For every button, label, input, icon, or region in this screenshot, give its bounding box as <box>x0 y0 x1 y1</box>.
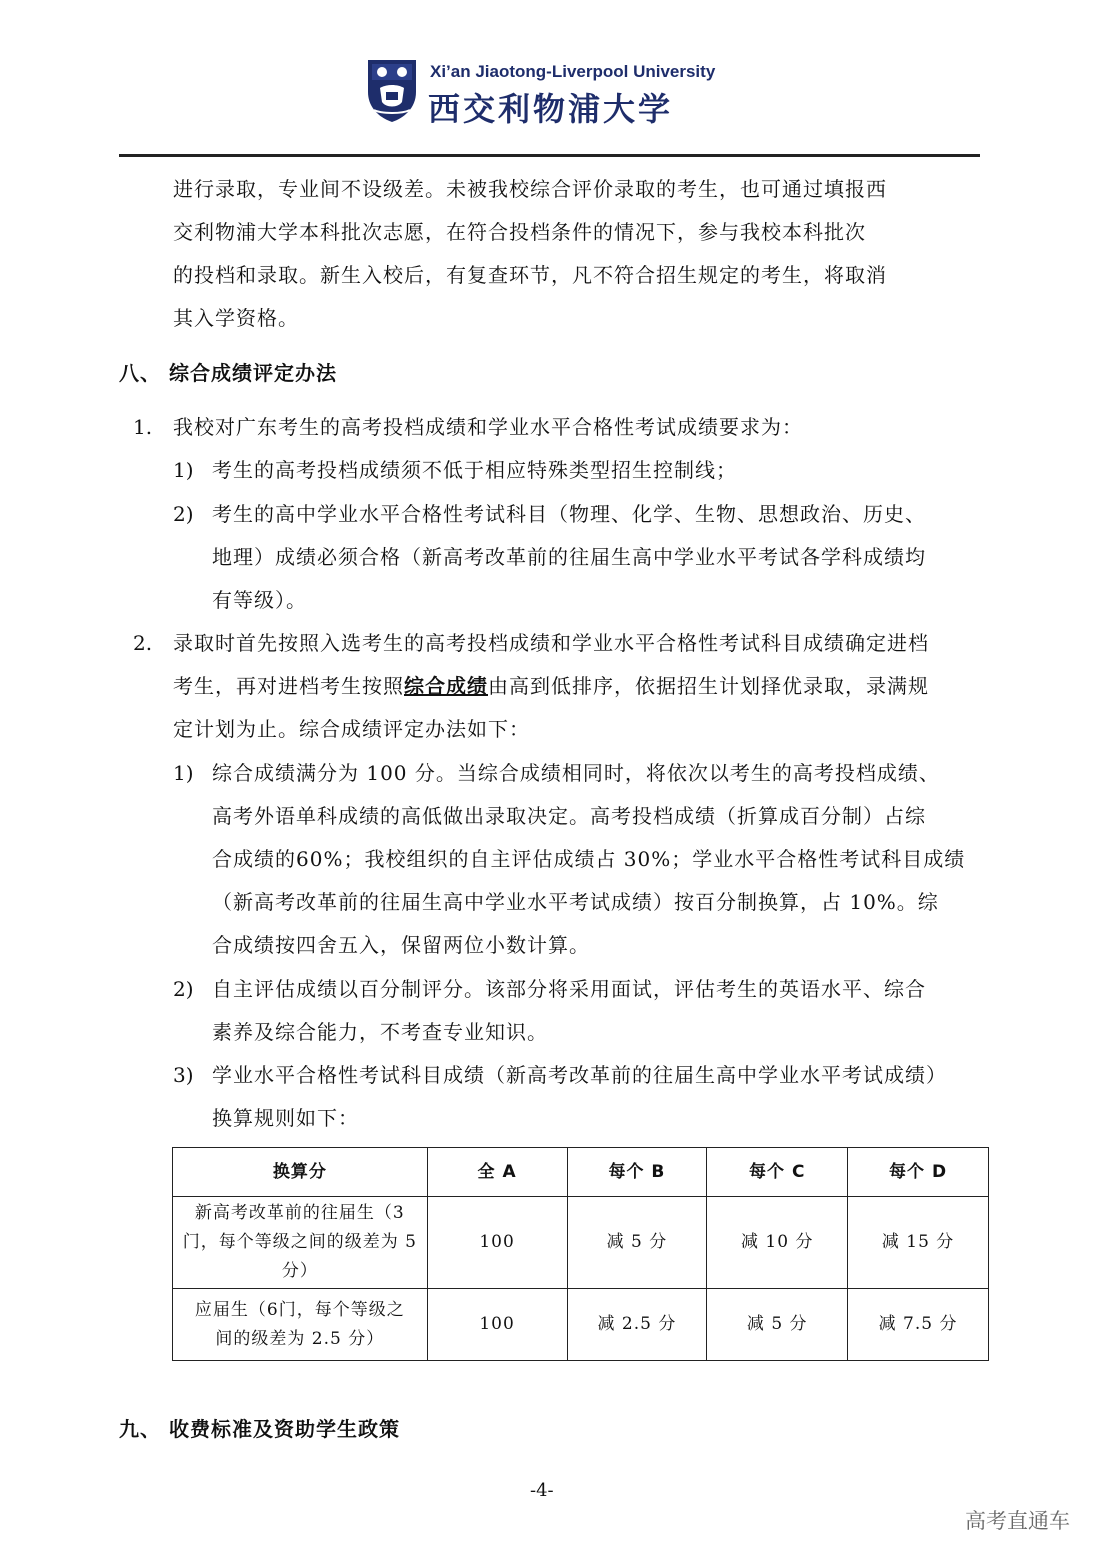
item-1-sub-2-line-1: 考生的高中学业水平合格性考试科目（物理、化学、生物、思想政治、历史、 <box>212 502 926 526</box>
section-8-title: 八、 综合成绩评定办法 <box>119 361 337 385</box>
table-cell: 减 10 分 <box>707 1197 848 1289</box>
section-9-title: 九、 收费标准及资助学生政策 <box>119 1417 400 1441</box>
table-cell: 减 15 分 <box>848 1197 989 1289</box>
table-cell: 减 5 分 <box>707 1289 848 1361</box>
intro-line-4: 其入学资格。 <box>173 306 299 330</box>
item-2-sub-3-line-1: 学业水平合格性考试科目成绩（新高考改革前的往届生高中学业水平考试成绩） <box>212 1063 947 1087</box>
item-2-sub-1-line-1: 综合成绩满分为 100 分。当综合成绩相同时，将依次以考生的高考投档成绩、 <box>212 761 940 785</box>
page-number: -4- <box>530 1480 554 1501</box>
item-2-line-2 <box>173 673 929 699</box>
item-1-sub-2-line-2: 地理）成绩必须合格（新高考改革前的往届生高中学业水平考试各学科成绩均 <box>212 545 926 569</box>
university-name-en: Xi’an Jiaotong-Liverpool University <box>430 62 716 81</box>
item-2-sub-3-line-2: 换算规则如下： <box>212 1106 359 1130</box>
table-cell: 减 7.5 分 <box>848 1289 989 1361</box>
item-1-sub-2-line-3: 有等级）。 <box>212 588 307 612</box>
item-1-number: 1. <box>133 415 153 439</box>
item-2-number: 2. <box>133 631 153 655</box>
item-2-sub-3-number: 3) <box>173 1063 194 1087</box>
conversion-table <box>172 1147 989 1361</box>
shield-emblem-icon <box>366 58 418 124</box>
watermark-text: 高考直通车 <box>965 1509 1070 1533</box>
table-header-cell: 全 A <box>427 1148 567 1197</box>
item-2-sub-1-line-3: 合成绩的60%；我校组织的自主评估成绩占 30%；学业水平合格性考试科目成绩 <box>212 847 966 871</box>
item-1-sub-1-number: 1) <box>173 458 194 482</box>
item-2-sub-1-line-2: 高考外语单科成绩的高低做出录取决定。高考投档成绩（折算成百分制）占综 <box>212 804 926 828</box>
item-2-sub-2-line-1: 自主评估成绩以百分制评分。该部分将采用面试，评估考生的英语水平、综合 <box>212 977 926 1001</box>
table-header-cell: 换算分 <box>173 1148 428 1197</box>
table-header-cell: 每个 D <box>848 1148 989 1197</box>
table-cell: 减 2.5 分 <box>567 1289 707 1361</box>
table-cell: 减 5 分 <box>567 1197 707 1289</box>
header-divider <box>119 154 980 157</box>
table-header-cell: 每个 B <box>567 1148 707 1197</box>
table-header-row <box>173 1148 989 1197</box>
item-2-sub-1-line-5: 合成绩按四舍五入，保留两位小数计算。 <box>212 933 590 957</box>
table-cell: 新高考改革前的往届生（3门，每个等级之间的级差为 5 分） <box>173 1197 428 1289</box>
table-cell: 100 <box>427 1289 567 1361</box>
intro-line-3: 的投档和录取。新生入校后，有复查环节，凡不符合招生规定的考生，将取消 <box>173 263 887 287</box>
item-1-text: 我校对广东考生的高考投档成绩和学业水平合格性考试成绩要求为： <box>173 415 803 439</box>
item-2-line-2-before: 考生，再对进档考生按照 <box>173 674 404 698</box>
table-header-cell: 每个 C <box>707 1148 848 1197</box>
item-1-sub-1-text: 考生的高考投档成绩须不低于相应特殊类型招生控制线； <box>212 458 737 482</box>
university-name-cn: 西交利物浦大学 <box>428 90 674 128</box>
item-2-line-3: 定计划为止。综合成绩评定办法如下： <box>173 717 530 741</box>
table-row <box>173 1289 989 1361</box>
item-2-sub-1-number: 1) <box>173 761 194 785</box>
composite-score-emphasis: 综合成绩 <box>404 674 488 698</box>
table-cell: 应届生（6门，每个等级之间的级差为 2.5 分） <box>173 1289 428 1361</box>
page-header <box>0 0 1103 160</box>
item-2-line-2-after: 由高到低排序，依据招生计划择优录取，录满规 <box>488 674 929 698</box>
item-2-sub-1-line-4: （新高考改革前的往届生高中学业水平考试成绩）按百分制换算，占 10%。综 <box>212 890 939 914</box>
item-2-line-1: 录取时首先按照入选考生的高考投档成绩和学业水平合格性考试科目成绩确定进档 <box>173 631 929 655</box>
item-2-sub-2-line-2: 素养及综合能力，不考查专业知识。 <box>212 1020 548 1044</box>
intro-line-2: 交利物浦大学本科批次志愿，在符合投档条件的情况下，参与我校本科批次 <box>173 220 866 244</box>
item-1-sub-2-number: 2) <box>173 502 194 526</box>
item-2-sub-2-number: 2) <box>173 977 194 1001</box>
intro-line-1: 进行录取，专业间不设级差。未被我校综合评价录取的考生，也可通过填报西 <box>173 177 887 201</box>
table-row <box>173 1197 989 1289</box>
university-logo <box>366 58 726 128</box>
table-cell: 100 <box>427 1197 567 1289</box>
